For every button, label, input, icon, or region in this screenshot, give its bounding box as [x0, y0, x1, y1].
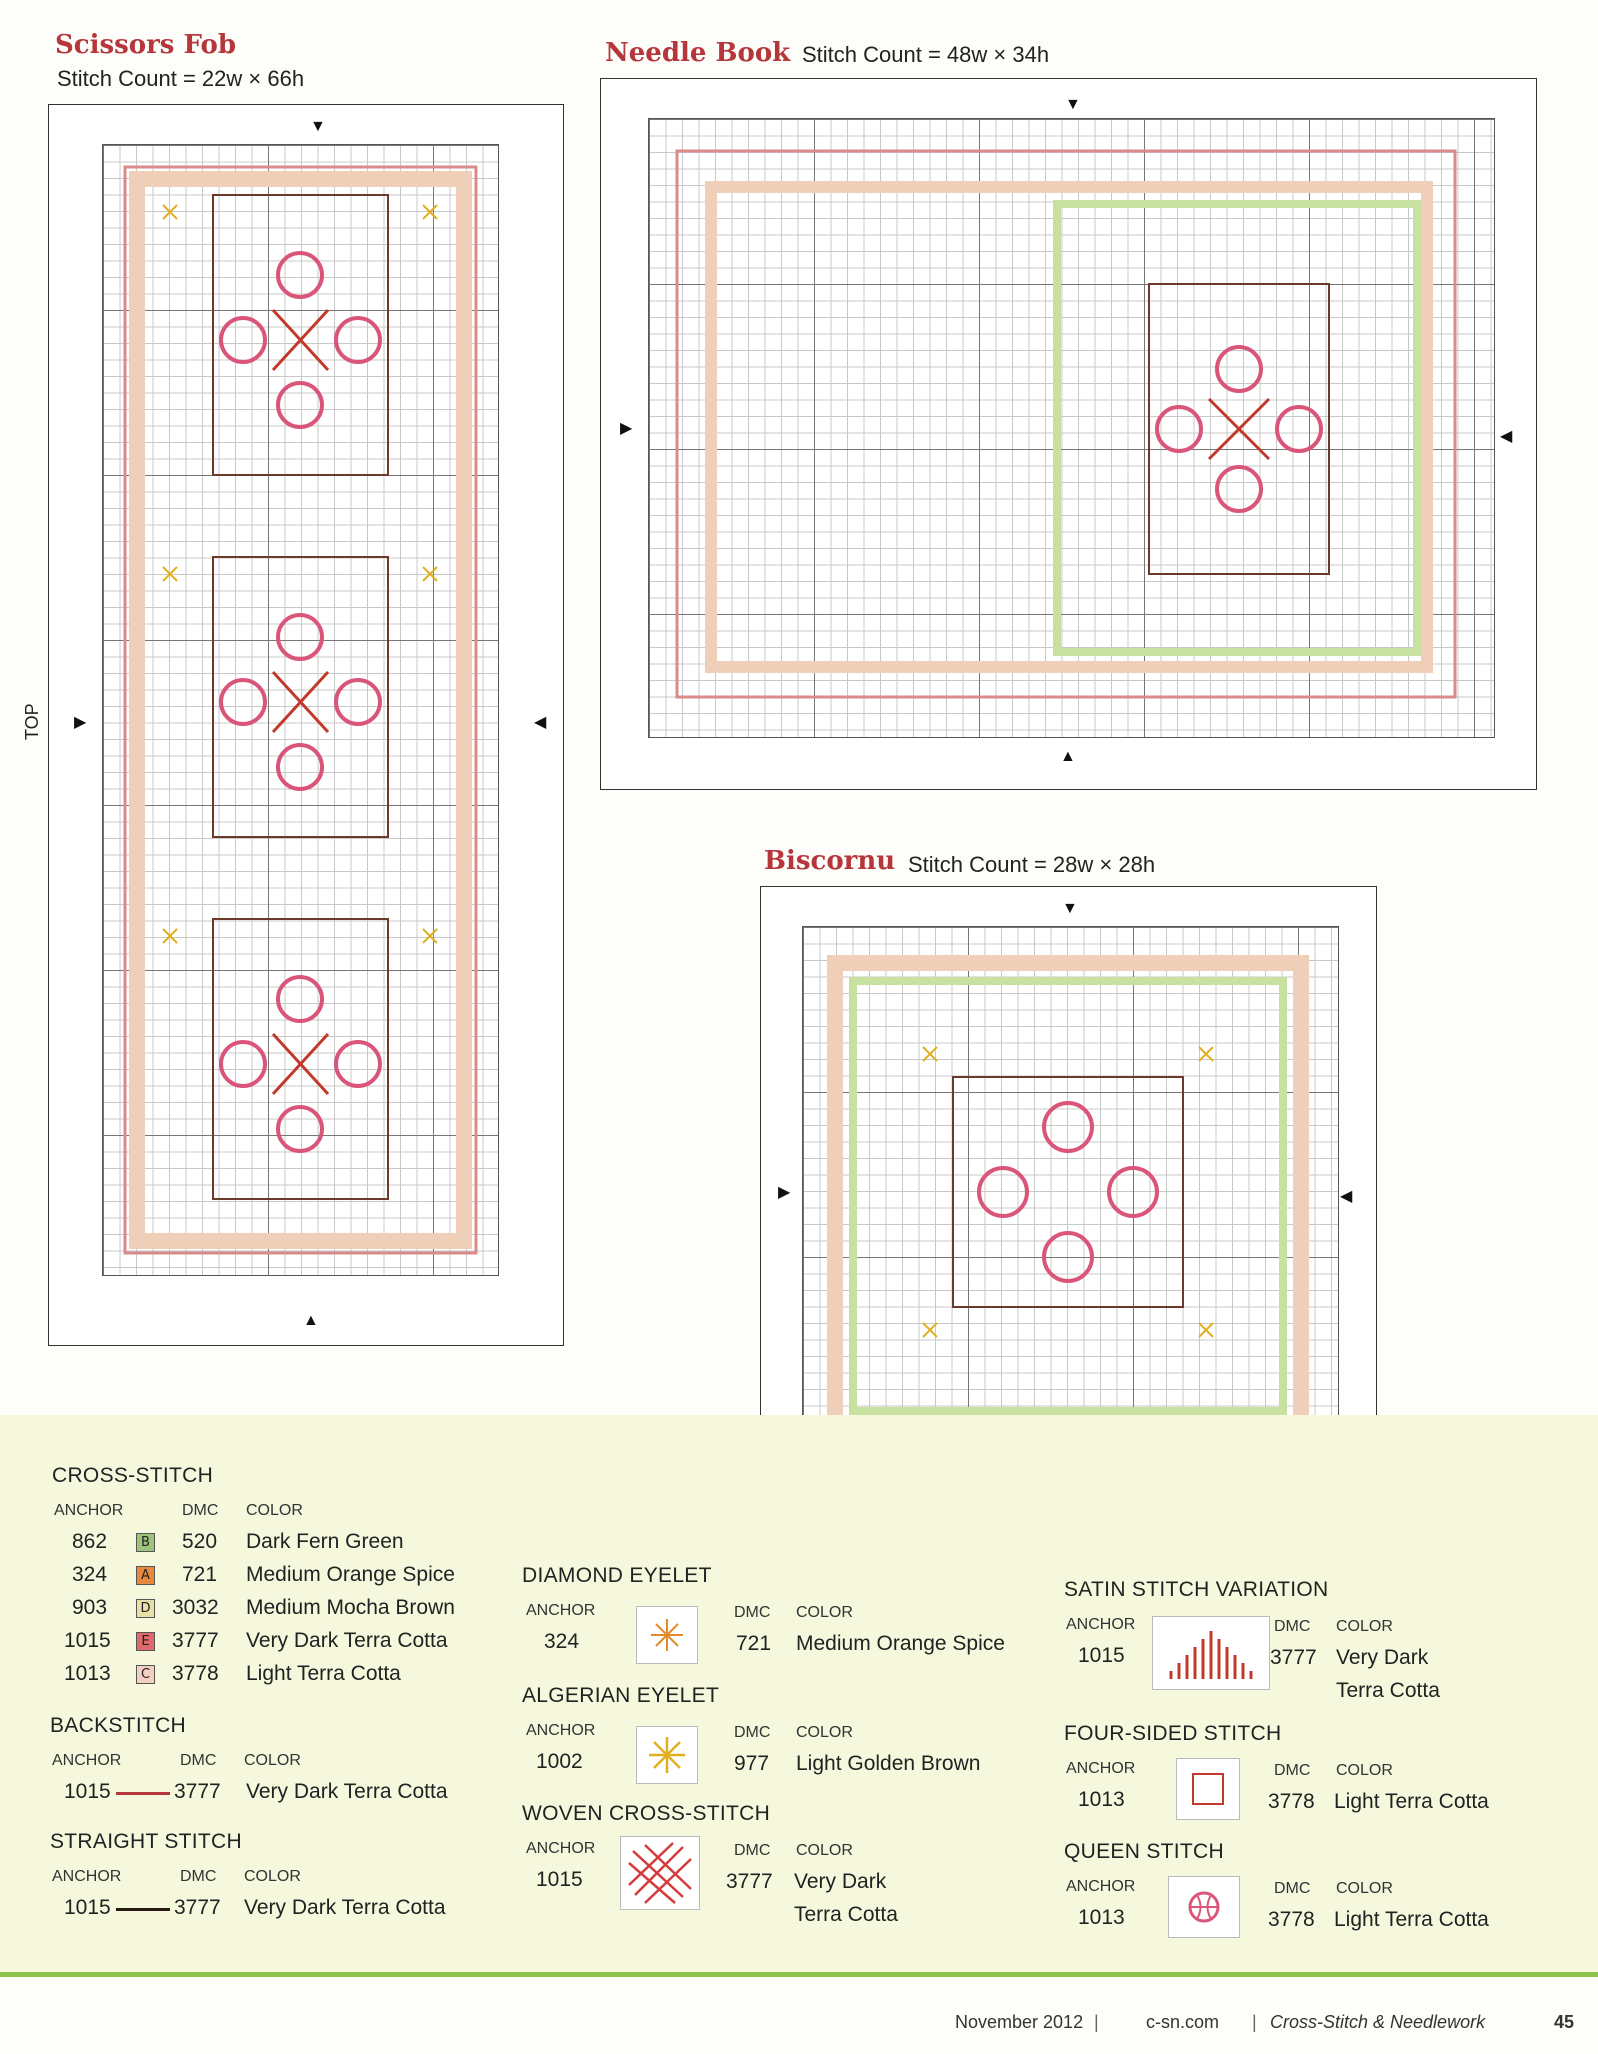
fob-arrow-bottom: ▲	[303, 1312, 319, 1329]
symbol-swatch: B	[136, 1533, 155, 1552]
woven-color-line2: Terra Cotta	[794, 1903, 898, 1926]
biscornu-motif	[803, 927, 1338, 1457]
algerian-eyelet-sample	[636, 1726, 698, 1784]
satin-variation-heading: SATIN STITCH VARIATION	[1064, 1578, 1329, 1601]
needle-book-count: Stitch Count = 48w × 34h	[802, 42, 1050, 67]
cross-anchor: 862	[72, 1530, 108, 1553]
cross-dmc: 3777	[172, 1629, 219, 1652]
backstitch-heading: BACKSTITCH	[50, 1714, 187, 1737]
four-sided-dmc-header: DMC	[1274, 1762, 1311, 1779]
satin-anchor: 1015	[1078, 1644, 1125, 1667]
four-sided-color-header: COLOR	[1336, 1762, 1393, 1779]
diamond-dmc: 721	[736, 1632, 772, 1655]
cross-color: Medium Orange Spice	[246, 1563, 455, 1586]
straight-dmc: 3777	[174, 1896, 221, 1919]
woven-cross-sample	[620, 1836, 700, 1910]
satin-color-line1: Very Dark	[1336, 1646, 1429, 1669]
diamond-color: Medium Orange Spice	[796, 1632, 1005, 1655]
needle-book-title: Needle Book	[605, 38, 791, 68]
cross-color: Medium Mocha Brown	[246, 1596, 455, 1619]
algerian-eyelet-heading: ALGERIAN EYELET	[522, 1684, 720, 1707]
four-sided-heading: FOUR-SIDED STITCH	[1064, 1722, 1282, 1745]
cross-color: Very Dark Terra Cotta	[246, 1629, 448, 1652]
footer-date: November 2012	[955, 2012, 1084, 2032]
footer-magazine: Cross-Stitch & Needlework	[1270, 2012, 1486, 2032]
woven-color-header: COLOR	[796, 1842, 853, 1859]
scissors-fob-chart	[102, 144, 499, 1276]
woven-anchor-header: ANCHOR	[526, 1840, 596, 1857]
needle-arrow-bottom: ▲	[1060, 748, 1076, 765]
woven-dmc: 3777	[726, 1870, 773, 1893]
queen-anchor-header: ANCHOR	[1066, 1878, 1136, 1895]
cross-dmc: 3778	[172, 1662, 219, 1685]
diamond-eyelet-heading: DIAMOND EYELET	[522, 1564, 712, 1587]
satin-color-line2: Terra Cotta	[1336, 1679, 1440, 1702]
straight-line-sample	[116, 1908, 170, 1911]
straight-stitch-heading: STRAIGHT STITCH	[50, 1830, 242, 1853]
straight-color: Very Dark Terra Cotta	[244, 1896, 446, 1919]
backstitch-color: Very Dark Terra Cotta	[246, 1780, 448, 1803]
cross-anchor-header: ANCHOR	[54, 1502, 124, 1519]
satin-variation-sample	[1152, 1616, 1270, 1690]
symbol-swatch: D	[136, 1599, 155, 1618]
straight-dmc-header: DMC	[180, 1868, 217, 1885]
biscornu-count: Stitch Count = 28w × 28h	[908, 852, 1156, 877]
queen-anchor: 1013	[1078, 1906, 1125, 1929]
page-number: 45	[1554, 2012, 1575, 2032]
needle-arrow-left: ▶	[620, 420, 633, 437]
backstitch-dmc-header: DMC	[180, 1752, 217, 1769]
backstitch-anchor: 1015	[64, 1780, 111, 1803]
diamond-color-header: COLOR	[796, 1604, 853, 1621]
satin-color-header: COLOR	[1336, 1618, 1393, 1635]
four-sided-color: Light Terra Cotta	[1334, 1790, 1489, 1813]
fob-arrow-left: ▶	[74, 714, 87, 731]
four-sided-anchor-header: ANCHOR	[1066, 1760, 1136, 1777]
woven-anchor: 1015	[536, 1868, 583, 1891]
footer-rule	[0, 1972, 1598, 1977]
satin-dmc: 3777	[1270, 1646, 1317, 1669]
scissors-fob-motif	[103, 145, 498, 1275]
cross-anchor: 1015	[64, 1629, 111, 1652]
needle-book-motif	[649, 119, 1494, 737]
scissors-fob-count: Stitch Count = 22w × 66h	[57, 66, 305, 91]
cross-anchor: 903	[72, 1596, 108, 1619]
scissors-fob-title: Scissors Fob	[55, 30, 237, 60]
queen-dmc-header: DMC	[1274, 1880, 1311, 1897]
queen-color-header: COLOR	[1336, 1880, 1393, 1897]
symbol-swatch: C	[136, 1665, 155, 1684]
diamond-dmc-header: DMC	[734, 1604, 771, 1621]
algerian-dmc-header: DMC	[734, 1724, 771, 1741]
woven-cross-heading: WOVEN CROSS-STITCH	[522, 1802, 771, 1825]
straight-color-header: COLOR	[244, 1868, 301, 1885]
satin-anchor-header: ANCHOR	[1066, 1616, 1136, 1633]
backstitch-color-header: COLOR	[244, 1752, 301, 1769]
cross-color-header: COLOR	[246, 1502, 303, 1519]
cross-stitch-heading: CROSS-STITCH	[52, 1464, 214, 1487]
footer-sep-2: |	[1252, 2012, 1257, 2032]
footer-sep-1: |	[1094, 2012, 1099, 2032]
queen-stitch-sample	[1168, 1876, 1240, 1938]
symbol-swatch: A	[136, 1566, 155, 1585]
top-label: TOP	[22, 703, 42, 740]
cross-dmc: 721	[182, 1563, 218, 1586]
algerian-dmc: 977	[734, 1752, 770, 1775]
woven-color-line1: Very Dark	[794, 1870, 887, 1893]
queen-dmc: 3778	[1268, 1908, 1315, 1931]
fob-arrow-top: ▼	[310, 118, 326, 135]
biscornu-arrow-left: ▶	[778, 1184, 791, 1201]
needle-arrow-top: ▼	[1065, 96, 1081, 113]
biscornu-arrow-top: ▼	[1062, 900, 1078, 917]
needle-book-chart	[648, 118, 1495, 738]
woven-dmc-header: DMC	[734, 1842, 771, 1859]
algerian-color-header: COLOR	[796, 1724, 853, 1741]
algerian-color: Light Golden Brown	[796, 1752, 981, 1775]
backstitch-dmc: 3777	[174, 1780, 221, 1803]
algerian-anchor-header: ANCHOR	[526, 1722, 596, 1739]
four-sided-dmc: 3778	[1268, 1790, 1315, 1813]
cross-color: Light Terra Cotta	[246, 1662, 401, 1685]
needle-arrow-right: ◀	[1500, 428, 1513, 445]
diamond-eyelet-sample	[636, 1606, 698, 1664]
straight-anchor: 1015	[64, 1896, 111, 1919]
cross-anchor: 324	[72, 1563, 108, 1586]
diamond-anchor: 324	[544, 1630, 580, 1653]
symbol-swatch: E	[136, 1632, 155, 1651]
backstitch-line-sample	[116, 1792, 170, 1795]
cross-dmc: 520	[182, 1530, 218, 1553]
four-sided-sample	[1176, 1758, 1240, 1820]
queen-stitch-heading: QUEEN STITCH	[1064, 1840, 1224, 1863]
cross-anchor: 1013	[64, 1662, 111, 1685]
four-sided-anchor: 1013	[1078, 1788, 1125, 1811]
algerian-anchor: 1002	[536, 1750, 583, 1773]
cross-dmc-header: DMC	[182, 1502, 219, 1519]
cross-dmc: 3032	[172, 1596, 219, 1619]
biscornu-title: Biscornu	[764, 846, 896, 876]
queen-color: Light Terra Cotta	[1334, 1908, 1489, 1931]
cross-color: Dark Fern Green	[246, 1530, 404, 1553]
footer-site[interactable]: c-sn.com	[1146, 2012, 1220, 2032]
diamond-anchor-header: ANCHOR	[526, 1602, 596, 1619]
satin-dmc-header: DMC	[1274, 1618, 1311, 1635]
biscornu-arrow-right: ◀	[1340, 1188, 1353, 1205]
fob-arrow-right: ◀	[534, 714, 547, 731]
biscornu-chart	[802, 926, 1339, 1458]
backstitch-anchor-header: ANCHOR	[52, 1752, 122, 1769]
straight-anchor-header: ANCHOR	[52, 1868, 122, 1885]
